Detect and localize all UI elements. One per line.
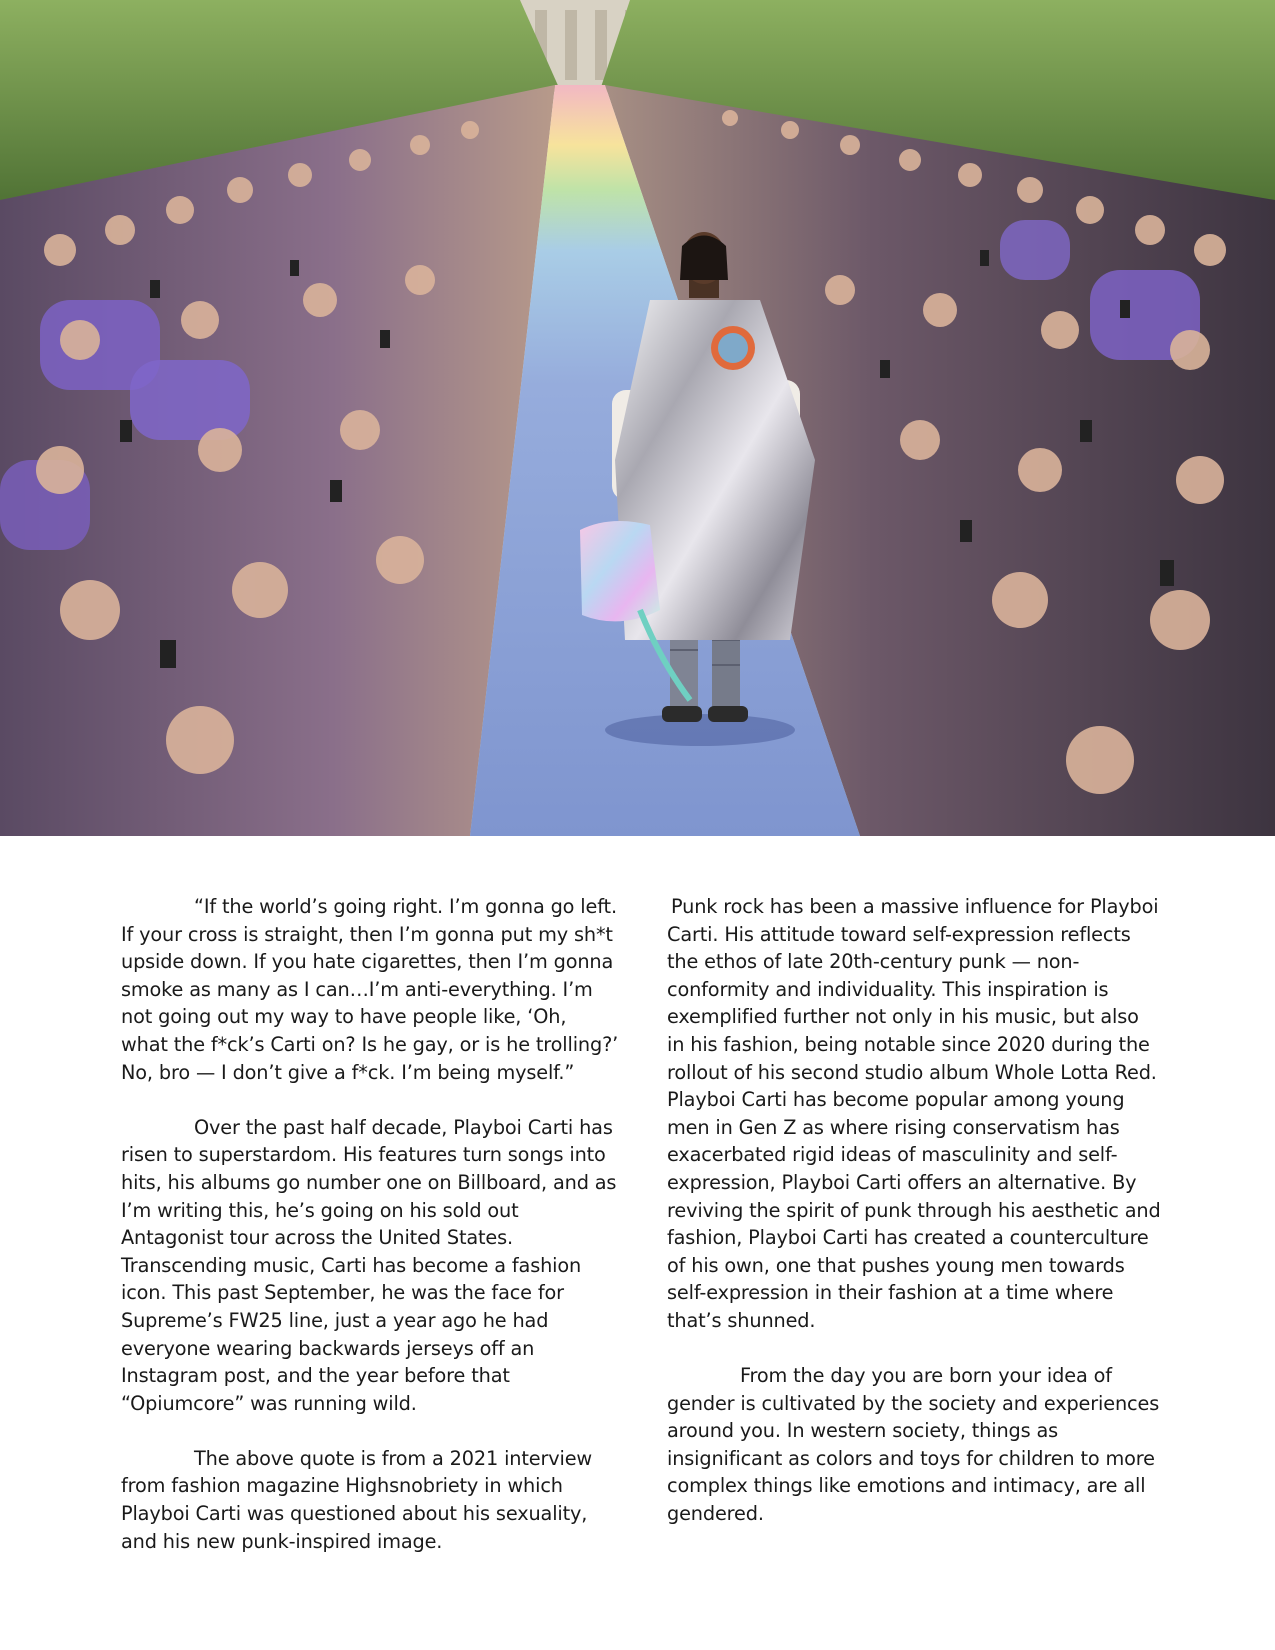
body-paragraph: Over the past half decade, Playboi Carti has risen to superstardom. His features turn songs into hits, his albums go number one on Billboard, and as I’m writing this, he’s going on his sold out Antagonist tour across the United States. Transcending music, Carti has become a fashion icon. This past September, he was the face for Supreme’s FW25 line, just a year ago he had everyone wearing backwards jerseys off an Instagram post, and the year before that “Opiumcore” was running wild. [121,1115,617,1415]
article-right-column [667,893,1162,1555]
pull-quote-paragraph: “If the world’s going right. I’m gonna go left. If your cross is straight, then I’m gonna put my sh*t upside down. If you hate cigarettes, then I’m gonna smoke as many as I can…I’m anti-everything. I’m not going out my way to have people like, ‘Oh, what the f*ck’s Carti on? Is he gay, or is he trolling?’ No, bro — I don’t give a f*ck. I’m being myself.” [121,895,619,1084]
article-left-column [121,893,619,1583]
body-paragraph: Punk rock has been a massive influence for Playboi Carti. His attitude toward self-expression reflects the ethos of late 20th-century punk — non-conformity and individuality. This inspiration is exemplified further not only in his music, but also in his fashion, being notable since 2020 during the rollout of his second studio album Whole Lotta Red. Playboi Carti has become popular among young men in Gen Z as where rising conservatism has exacerbated rigid ideas of masculinity and self-expression, Playboi Carti offers an alternative. By reviving the spirit of punk through his aesthetic and fashion, Playboi Carti has created a counterculture of his own, one that pushes young men towards self-expression in their fashion at a time where that’s shunned. [667,895,1161,1332]
body-paragraph: From the day you are born your idea of gender is cultivated by the society and experiences around you. In western society, things as insignificant as colors and toys for children to more complex things like emotions and intimacy, are all gendered. [667,1364,1160,1526]
body-paragraph: The above quote is from a 2021 interview from fashion magazine Highsnobriety in which Playboi Carti was questioned about his sexuality, and his new punk-inspired image. [121,1446,593,1553]
